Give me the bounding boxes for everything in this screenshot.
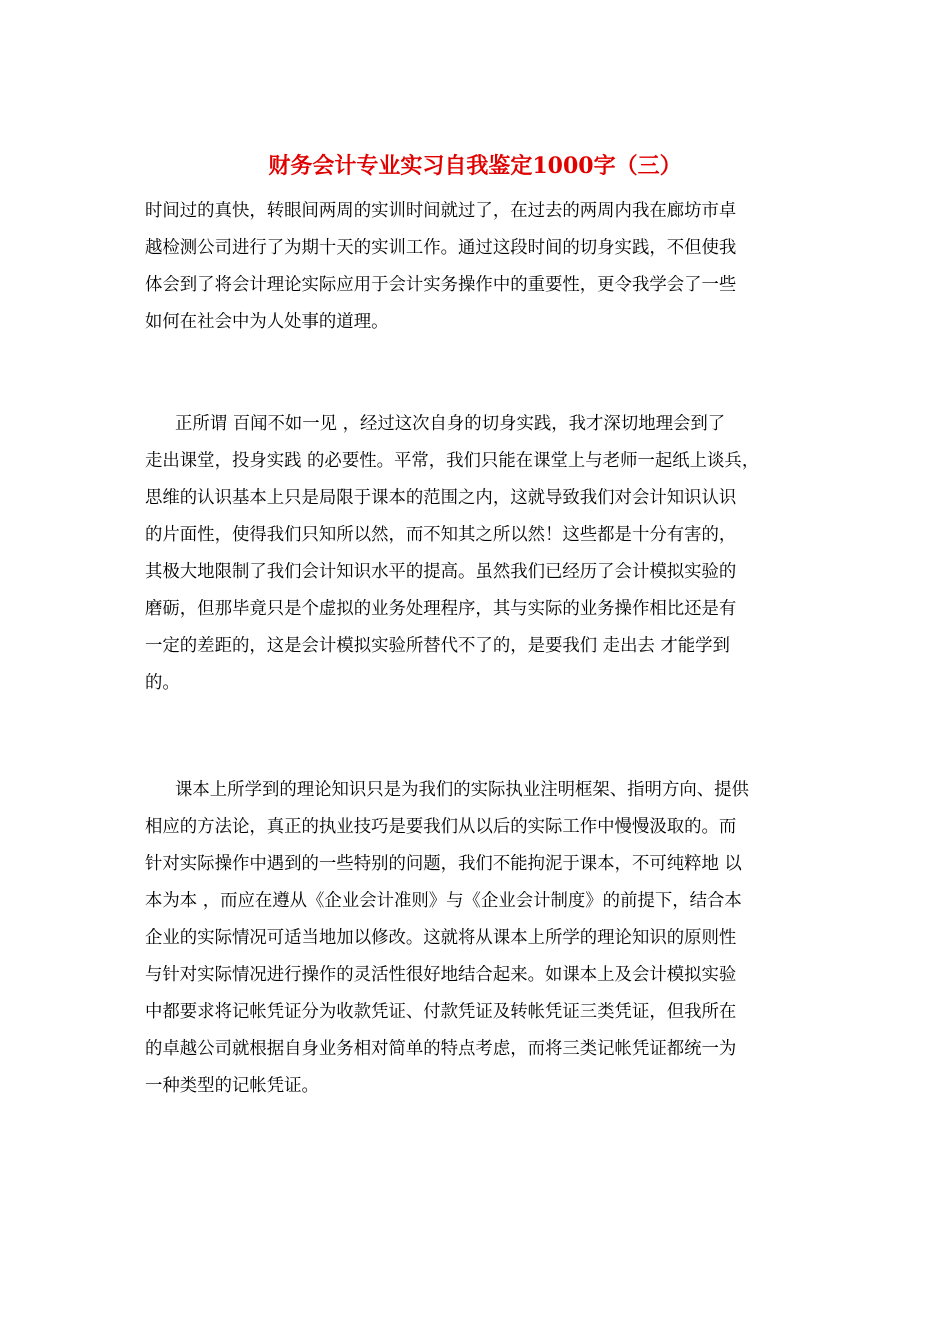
paragraph-line: 一种类型的记帐凭证。 (145, 1076, 319, 1096)
paragraph-line: 磨砺，但那毕竟只是个虚拟的业务处理程序，其与实际的业务操作相比还是有 (145, 599, 737, 619)
paragraph-line: 针对实际操作中遇到的一些特别的问题，我们不能拘泥于课本，不可纯粹地 以 (145, 854, 742, 874)
paragraph-line: 的卓越公司就根据自身业务相对简单的特点考虑，而将三类记帐凭证都统一为 (145, 1039, 737, 1059)
paragraph-2 (145, 406, 825, 702)
paragraph-line: 如何在社会中为人处事的道理。 (145, 312, 389, 332)
paragraph-line: 体会到了将会计理论实际应用于会计实务操作中的重要性，更令我学会了一些 (145, 275, 737, 295)
paragraph-1 (145, 193, 825, 341)
paragraph-line: 企业的实际情况可适当地加以修改。这就将从课本上所学的理论知识的原则性 (145, 928, 737, 948)
paragraph-line: 其极大地限制了我们会计知识水平的提高。虽然我们已经历了会计模拟实验的 (145, 562, 737, 582)
paragraph-line: 思维的认识基本上只是局限于课本的范围之内，这就导致我们对会计知识认识 (145, 488, 737, 508)
paragraph-line: 与针对实际情况进行操作的灵活性很好地结合起来。如课本上及会计模拟实验 (145, 965, 737, 985)
paragraph-line: 时间过的真快，转眼间两周的实训时间就过了，在过去的两周内我在廊坊市卓 (145, 201, 737, 221)
paragraph-line: 的。 (145, 673, 180, 693)
paragraph-line: 的片面性，使得我们只知所以然，而不知其之所以然！这些都是十分有害的， (145, 525, 737, 545)
paragraph-line: 课本上所学到的理论知识只是为我们的实际执业注明框架、指明方向、提供 (175, 780, 749, 800)
paragraph-3 (145, 772, 825, 1105)
paragraph-line: 越检测公司进行了为期十天的实训工作。通过这段时间的切身实践，不但使我 (145, 238, 737, 258)
paragraph-line: 相应的方法论，真正的执业技巧是要我们从以后的实际工作中慢慢汲取的。而 (145, 817, 737, 837)
paragraph-line: 中都要求将记帐凭证分为收款凭证、付款凭证及转帐凭证三类凭证，但我所在 (145, 1002, 737, 1022)
paragraph-line: 正所谓 百闻不如一见 ，经过这次自身的切身实践，我才深切地理会到了 (175, 414, 726, 434)
document-title: 财务会计专业实习自我鉴定1000字（三） (268, 153, 682, 179)
paragraph-line: 走出课堂，投身实践 的必要性。平常，我们只能在课堂上与老师一起纸上谈兵， (145, 451, 760, 471)
paragraph-line: 本为本 ，而应在遵从《企业会计准则》与《企业会计制度》的前提下，结合本 (145, 891, 742, 911)
paragraph-line: 一定的差距的，这是会计模拟实验所替代不了的，是要我们 走出去 才能学到 (145, 636, 730, 656)
